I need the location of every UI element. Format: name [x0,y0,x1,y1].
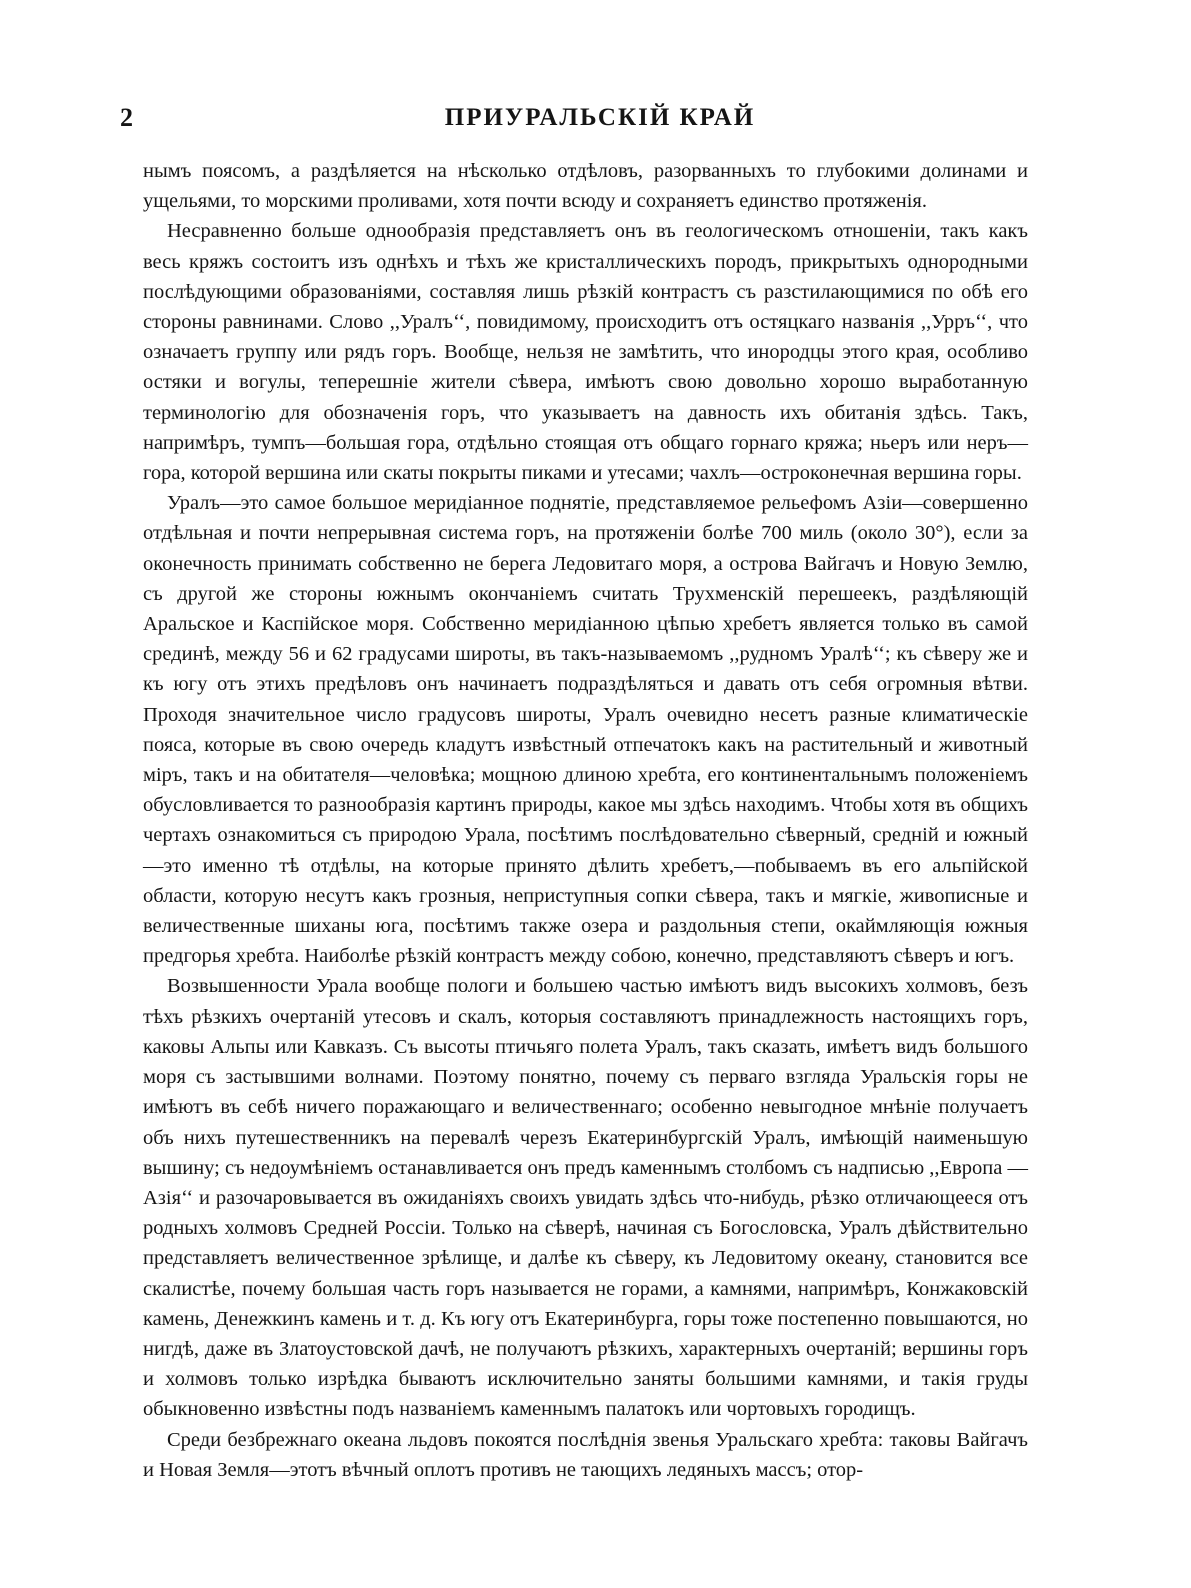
page-number: 2 [120,103,133,132]
paragraph-elevations: Возвышенности Урала вообще пологи и большею частью имѣютъ видъ высокихъ холмовъ, безъ тѣхъ рѣзкихъ очертаній утесовъ и скалъ, которыя составляютъ принадлежность настоящихъ горъ, каковы Альпы или Кавказъ. Съ высоты птичьяго полета Уралъ, такъ сказать, имѣетъ видъ большого моря съ застывшими волнами. Поэтому понятно, почему съ перваго взгляда Уральскія горы не имѣютъ въ себѣ ничего поражающаго и величественнаго; особенно невыгодное мнѣніе получаетъ объ нихъ путешественникъ на перевалѣ черезъ Екатеринбургскій Уралъ, имѣющій наименьшую вышину; съ недоумѣніемъ останавливается онъ предъ каменнымъ столбомъ съ надписью ,,Европа — Азія‘‘ и разочаровывается въ ожиданіяхъ своихъ увидать здѣсь что-нибудь, рѣзко отличающееся отъ родныхъ холмовъ Средней Россіи. Только на сѣверѣ, начиная съ Богословска, Уралъ дѣйствительно представляетъ величественное зрѣлище, и далѣе къ сѣверу, къ Ледовитому океану, становится все скалистѣе, почему большая часть горъ называется не горами, а камнями, напримѣръ, Конжаковскій камень, Денежкинъ камень и т. д. Къ югу отъ Екатеринбурга, горы тоже постепенно повышаются, но нигдѣ, даже въ Златоустовской дачѣ, не получаютъ рѣзкихъ, характерныхъ очертаній; вершины горъ и холмовъ только изрѣдка бываютъ исключительно заняты большими камнями, и такія груды обыкновенно извѣстны подъ названіемъ каменнымъ палатокъ или чортовыхъ городищъ. [143,975,1028,1421]
paragraph-ice-ocean: Среди безбрежнаго океана льдовъ покоятся послѣднія звенья Уральскаго хребта: таковы Вайгачъ и Новая Земля—этотъ вѣчный оплотъ противъ не тающихъ ледяныхъ массъ; отор- [143,1428,1028,1481]
body-text [143,156,1028,1485]
running-title: ПРИУРАЛЬСКІЙ КРАЙ [444,104,756,131]
page-header [120,98,1040,138]
paragraph-geology: Несравненно больше однообразія представляетъ онъ въ геологическомъ отношеніи, такъ какъ весь кряжъ состоитъ изъ однѣхъ и тѣхъ же кристаллическихъ породъ, прикрытыхъ однородными послѣдующими образованіями, составляя лишь рѣзкій контрастъ съ разстилающимися по обѣ его стороны равнинами. Слово ,,Уралъ‘‘, повидимому, происходитъ отъ остяцкаго названія ,,Урръ‘‘, что означаетъ группу или рядъ горъ. Вообще, нельзя не замѣтить, что инородцы этого края, особливо остяки и вогулы, теперешніе жители сѣвера, имѣютъ свою довольно хорошо выработанную терминологію для обозначенія горъ, что указываетъ на давность ихъ обитанія здѣсь. Такъ, напримѣръ, тумпъ—большая гора, отдѣльно стоящая отъ общаго горнаго кряжа; ньеръ или неръ—гора, которой вершина или скаты покрыты пиками и утесами; чахлъ—остроконечная вершина горы. [143,220,1028,485]
paragraph-meridian-uplift: Уралъ—это самое большое меридіанное поднятіе, представляемое рельефомъ Азіи—совершенно отдѣльная и почти непрерывная система горъ, на протяженіи болѣе 700 миль (около 30°), если за оконечность принимать собственно не берега Ледовитаго моря, а острова Вайгачъ и Новую Землю, съ другой же стороны южнымъ окончаніемъ считать Трухменскій перешеекъ, раздѣляющій Аральское и Каспійское моря. Собственно меридіанною цѣпью хребетъ является только въ самой срединѣ, между 56 и 62 градусами широты, въ такъ-называемомъ ,,рудномъ Уралѣ‘‘; къ сѣверу же и къ югу отъ этихъ предѣловъ онъ начинаетъ подраздѣляться и давать отъ себя огромныя вѣтви. Проходя значительное число градусовъ широты, Уралъ очевидно несетъ разные климатическіе пояса, которые въ свою очередь кладутъ извѣстный отпечатокъ какъ на растительный и животный міръ, такъ и на обитателя—человѣка; мощною длиною хребта, его континентальнымъ положеніемъ обусловливается то разнообразія картинъ природы, какое мы здѣсь находимъ. Чтобы хотя въ общихъ чертахъ ознакомиться съ природою Урала, посѣтимъ послѣдовательно сѣверный, средній и южный—это именно тѣ отдѣлы, на которые принято дѣлить хребетъ,—побываемъ въ его альпійской области, которую несутъ какъ грозныя, неприступныя сопки сѣвера, такъ и мягкіе, живописные и величественные шиханы юга, посѣтимъ также озера и раздольныя степи, окаймляющія южныя предгорья хребта. Наиболѣе рѣзкій контрастъ между собою, конечно, представляютъ сѣверъ и югъ. [143,492,1028,968]
paragraph-continuation: нымъ поясомъ, а раздѣляется на нѣсколько отдѣловъ, разорванныхъ то глубокими долинами и ущельями, то морскими проливами, хотя почти всюду и сохраняетъ единство протяженія. [143,160,1028,213]
